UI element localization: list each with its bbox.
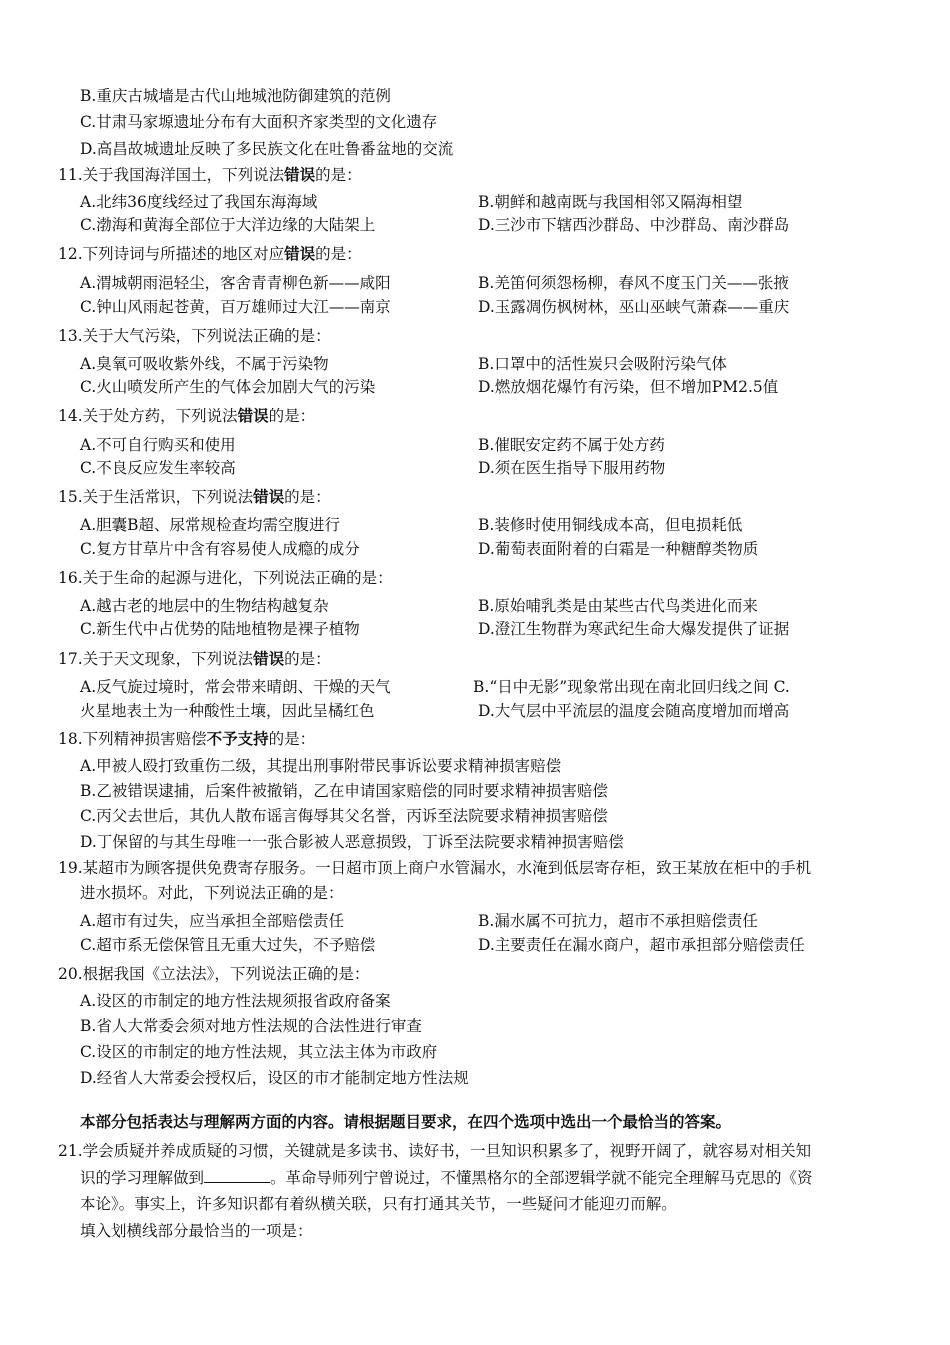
q12-stem: 12.下列诗词与所描述的地区对应错误的是： — [58, 244, 362, 263]
q19-option-d: D.主要责任在漏水商户，超市承担部分赔偿责任 — [478, 936, 805, 954]
q13-option-b: B.口罩中的活性炭只会吸附污染气体 — [478, 355, 727, 373]
q18-option-d: D.丁保留的与其生母唯一一张合影被人恶意损毁，丁诉至法院要求精神损害赔偿 — [80, 833, 624, 851]
q19-stem-line2: 进水损坏。对此，下列说法正确的是： — [80, 884, 344, 902]
q15-option-d: D.葡萄表面附着的白霜是一种糖醇类物质 — [478, 540, 759, 558]
q13-option-d: D.燃放烟花爆竹有污染，但不增加PM2.5值 — [478, 378, 779, 396]
q13-option-a: A.臭氧可吸收紫外线，不属于污染物 — [80, 355, 329, 373]
q11-option-c: C.渤海和黄海全部位于大洋边缘的大陆架上 — [80, 216, 376, 234]
q20-option-d: D.经省人大常委会授权后，设区的市才能制定地方性法规 — [80, 1069, 469, 1087]
q16-option-d: D.澄江生物群为寒武纪生命大爆发提供了证据 — [478, 620, 790, 638]
q17-option-c: 火星地表土为一种酸性土壤，因此呈橘红色 — [80, 702, 375, 720]
q11-option-d: D.三沙市下辖西沙群岛、中沙群岛、南沙群岛 — [478, 216, 790, 234]
q14-stem: 14.关于处方药，下列说法错误的是： — [58, 406, 316, 425]
q16-option-b: B.原始哺乳类是由某些古代鸟类进化而来 — [478, 597, 758, 615]
section-intro: 本部分包括表达与理解两方面的内容。请根据题目要求，在四个选项中选出一个最恰当的答案。 — [80, 1112, 732, 1131]
q20-option-a: A.设区的市制定的地方性法规须报省政府备案 — [80, 992, 391, 1010]
q17-stem: 17.关于天文现象，下列说法错误的是： — [58, 649, 331, 668]
q21-line1: 21.学会质疑并养成质疑的习惯，关键就是多读书、读好书，一旦知识积累多了，视野开阔了，就容易对相关知 — [58, 1142, 812, 1160]
q20-option-c: C.设区的市制定的地方性法规，其立法主体为市政府 — [80, 1043, 438, 1061]
q15-option-b: B.装修时使用铜线成本高，但电损耗低 — [478, 516, 743, 534]
q14-option-a: A.不可自行购买和使用 — [80, 436, 236, 454]
q14-option-d: D.须在医生指导下服用药物 — [478, 459, 666, 477]
q15-stem: 15.关于生活常识，下列说法错误的是： — [58, 487, 331, 506]
q15-option-c: C.复方甘草片中含有容易使人成瘾的成分 — [80, 540, 360, 558]
q15-option-a: A.胆囊B超、尿常规检查均需空腹进行 — [80, 516, 341, 534]
q14-option-c: C.不良反应发生率较高 — [80, 459, 236, 477]
q20-stem: 20.根据我国《立法法》，下列说法正确的是： — [58, 965, 370, 983]
q12-option-c: C.钟山风雨起苍黄，百万雄师过大江——南京 — [80, 298, 391, 316]
q18-option-c: C.丙父去世后，其仇人散布谣言侮辱其父名誉，丙诉至法院要求精神损害赔偿 — [80, 807, 608, 825]
q17-option-a: A.反气旋过境时，常会带来晴朗、干燥的天气 — [80, 678, 391, 696]
q20-option-b: B.省人大常委会须对地方性法规的合法性进行审查 — [80, 1017, 422, 1035]
q12-option-a: A.渭城朝雨浥轻尘，客舍青青柳色新——咸阳 — [80, 274, 391, 292]
q14-option-b: B.催眠安定药不属于处方药 — [478, 436, 665, 454]
q13-stem: 13.关于大气污染，下列说法正确的是： — [58, 327, 331, 345]
q11-stem: 11.关于我国海洋国土，下列说法错误的是： — [58, 165, 362, 184]
answer-blank — [204, 1166, 270, 1183]
q11-option-b: B.朝鲜和越南既与我国相邻又隔海相望 — [478, 193, 743, 211]
q19-option-c: C.超市系无偿保管且无重大过失，不予赔偿 — [80, 936, 376, 954]
q19-option-b: B.漏水属不可抗力，超市不承担赔偿责任 — [478, 912, 758, 930]
q13-option-c: C.火山喷发所产生的气体会加剧大气的污染 — [80, 378, 376, 396]
q21-line2: 识的学习理解做到 。革命导师列宁曾说过，不懂黑格尔的全部逻辑学就不能完全理解马克思的《资 — [80, 1166, 813, 1189]
q21-line3: 本论》。事实上，许多知识都有着纵横关联，只有打通其关节，一些疑问才能迎刃而解。 — [80, 1195, 677, 1213]
q18-option-a: A.甲被人殴打致重伤二级，其提出刑事附带民事诉讼要求精神损害赔偿 — [80, 757, 562, 775]
q10-option-b: B.重庆古城墙是古代山地城池防御建筑的范例 — [80, 87, 391, 105]
q12-option-b: B.羌笛何须怨杨柳，春风不度玉门关——张掖 — [478, 274, 789, 292]
q16-option-a: A.越古老的地层中的生物结构越复杂 — [80, 597, 329, 615]
q16-stem: 16.关于生命的起源与进化，下列说法正确的是： — [58, 569, 393, 587]
q21-line4: 填入划横线部分最恰当的一项是： — [80, 1222, 313, 1240]
q12-option-d: D.玉露凋伤枫树林，巫山巫峡气萧森——重庆 — [478, 298, 790, 316]
q10-option-c: C.甘肃马家塬遗址分布有大面积齐家类型的文化遗存 — [80, 113, 438, 131]
q19-stem-line1: 19.某超市为顾客提供免费寄存服务。一日超市顶上商户水管漏水，水淹到低层寄存柜，致王某放在柜中的手机 — [58, 859, 812, 877]
q17-option-d: D.大气层中平流层的温度会随高度增加而增高 — [478, 702, 790, 720]
q18-option-b: B.乙被错误逮捕，后案件被撤销，乙在申请国家赔偿的同时要求精神损害赔偿 — [80, 782, 608, 800]
q19-option-a: A.超市有过失，应当承担全部赔偿责任 — [80, 912, 345, 930]
q16-option-c: C.新生代中占优势的陆地植物是裸子植物 — [80, 620, 360, 638]
q10-option-d: D.高昌故城遗址反映了多民族文化在吐鲁番盆地的交流 — [80, 140, 454, 158]
q17-option-b: B.“日中无影”现象常出现在南北回归线之间 C. — [473, 678, 790, 696]
q18-stem: 18.下列精神损害赔偿不予支持的是： — [58, 729, 316, 748]
q11-option-a: A.北纬36度线经过了我国东海海域 — [80, 193, 318, 211]
